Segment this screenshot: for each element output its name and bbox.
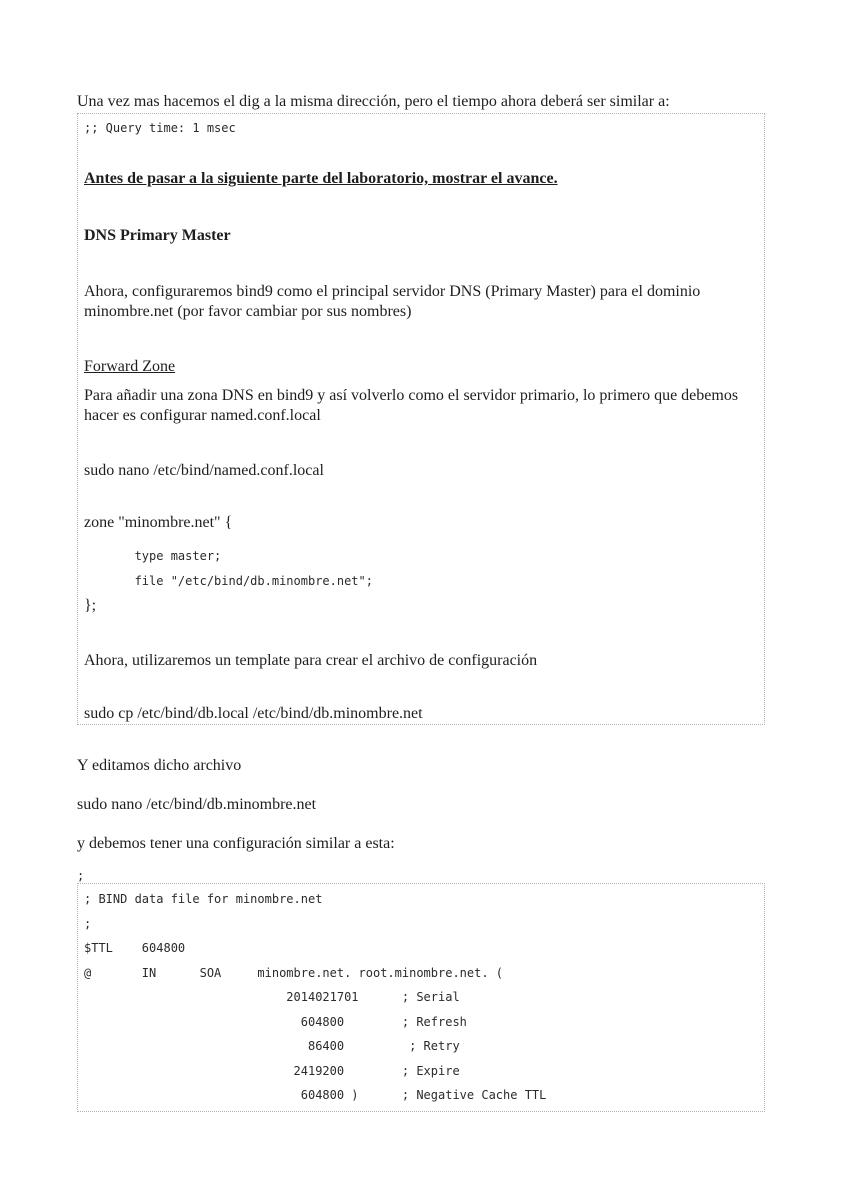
- paragraph-forward-zone: Para añadir una zona DNS en bind9 y así volverlo como el servidor primario, lo primero que debemos hacer es configurar named.conf.local: [84, 387, 739, 424]
- bind-file-soa-line: @ IN SOA minombre.net. root.minombre.net. (: [84, 965, 504, 980]
- bind-file-serial-line: 2014021701 ; Serial: [84, 990, 460, 1004]
- zone-block-close: };: [84, 597, 97, 614]
- stray-semicolon: ;: [77, 869, 85, 883]
- paragraph-configure-bind9: Ahora, configuraremos bind9 como el principal servidor DNS (Primary Master) para el dominio minombre.net (por favor cambiar por sus nombres): [84, 283, 701, 320]
- command-nano-db: sudo nano /etc/bind/db.minombre.net: [77, 796, 317, 813]
- bind-file-comment-line: ; BIND data file for minombre.net: [84, 892, 323, 906]
- document-content: [77, 0, 765, 1112]
- section-heading-dns-primary-master: DNS Primary Master: [84, 227, 231, 244]
- query-time-output: ;; Query time: 1 msec: [84, 121, 236, 135]
- subheading-forward-zone: Forward Zone: [84, 358, 176, 375]
- zone-file-line: file "/etc/bind/db.minombre.net";: [84, 574, 373, 588]
- bind-file-retry-line: 86400 ; Retry: [84, 1039, 460, 1053]
- bind-file-negttl-line: 604800 ) ; Negative Cache TTL: [84, 1088, 547, 1102]
- lab-instructions-box: [77, 113, 765, 725]
- bind-data-file-box: [77, 883, 765, 1112]
- bind-file-refresh-line: 604800 ; Refresh: [84, 1014, 467, 1029]
- warning-note: Antes de pasar a la siguiente parte del laboratorio, mostrar el avance.: [84, 170, 558, 187]
- bind-file-ttl-line: $TTL 604800: [84, 941, 186, 955]
- command-nano-named-conf: sudo nano /etc/bind/named.conf.local: [84, 462, 324, 479]
- bind-file-expire-line: 2419200 ; Expire: [84, 1063, 460, 1078]
- intro-paragraph: Una vez mas hacemos el dig a la misma dirección, pero el tiempo ahora deberá ser similar a:: [77, 93, 670, 110]
- paragraph-similar-config: y debemos tener una configuración similar a esta:: [77, 835, 395, 852]
- paragraph-edit-file: Y editamos dicho archivo: [77, 757, 242, 774]
- zone-type-line: type master;: [84, 549, 222, 563]
- command-cp-db-local: sudo cp /etc/bind/db.local /etc/bind/db.minombre.net: [84, 705, 423, 722]
- paragraph-template: Ahora, utilizaremos un template para crear el archivo de configuración: [84, 652, 538, 669]
- zone-block-open: zone "minombre.net" {: [84, 514, 233, 531]
- bind-file-semicolon-line: ;: [84, 916, 92, 931]
